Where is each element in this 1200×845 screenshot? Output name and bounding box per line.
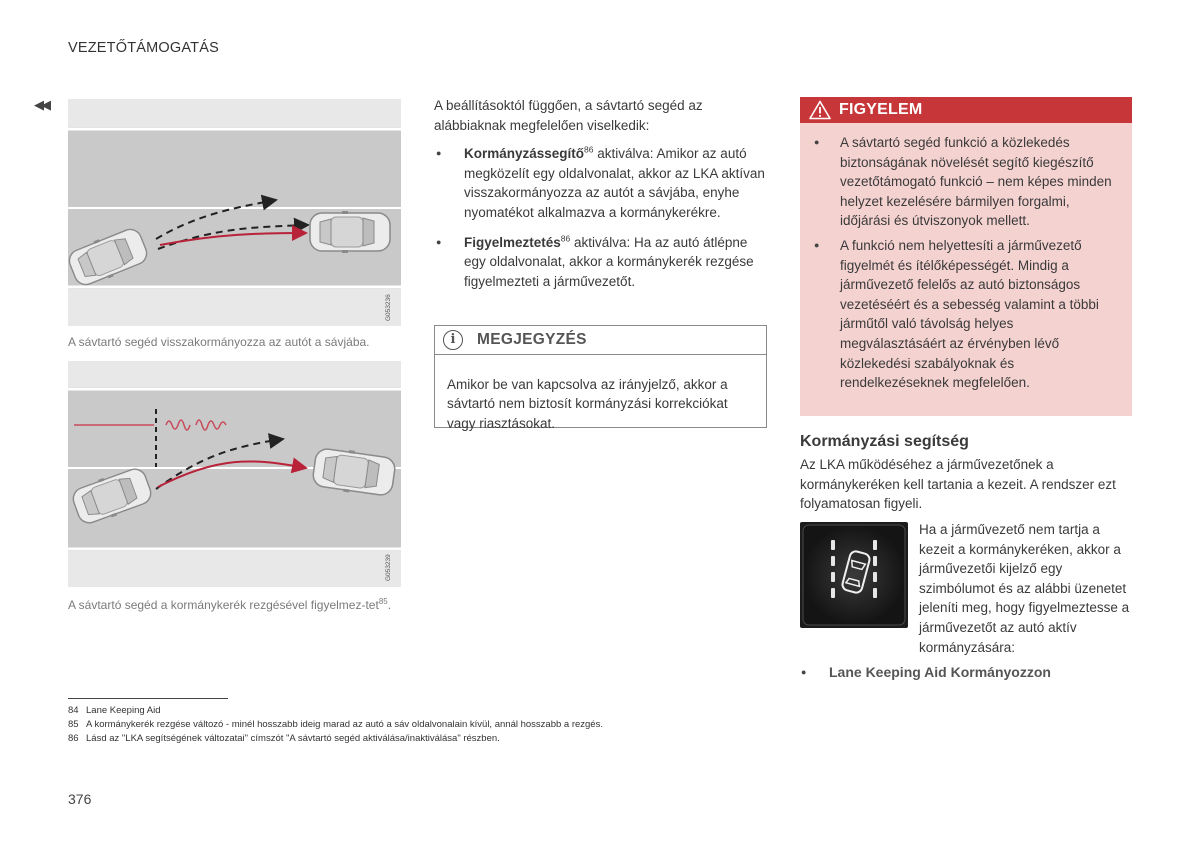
list-item: ● A funkció nem helyettesíti a járművezető figyelmét és ítélőképességét. Mindig a járművezető felelős az autó biztonságos vezetéséért és a sebesség valamint a többi járműtől való távolság helyes megválasztásáért az érvényben lévő közlekedési szabályoknak és rendelkezéseknek megfelelően. [810,236,1122,393]
warning-box [800,97,1132,416]
figure-code: G053239 [385,554,392,581]
figure2-caption: A sávtartó segéd a kormánykerék rezgésével figyelmez-tet$^{85}$. [68,597,392,612]
note-box [434,325,767,431]
lane-keeping-symbol-icon [800,522,908,628]
footnote: 84 Lane Keeping Aid [68,705,161,716]
warning-title: FIGYELEM [839,101,923,118]
list-item: ● A sávtartó segéd funkció a közlekedés biztonságának növelését segítő kiegészítő vezetőtámogató funkció – nem képes minden helyzet kezelésére bármilyen forgalmi, időjárási és útviszonyok mellett. [810,133,1122,231]
symbol-text: Ha a járművezető nem tartja a kezeit a kormánykeréken, akkor a járművezetői kijelző egy szimbólumot és az alábbi üzenetet jeleníti meg, hogy figyelmeztesse a járművezetőt az autó aktív kormányzására: [919,522,1130,655]
footnote-divider [68,698,228,699]
figure-code: G053236 [385,294,392,321]
page-number: 376 [68,791,92,807]
info-icon: i [443,330,463,350]
figure-lane-vibration [68,361,401,587]
lka-message: Lane Keeping Aid Kormányozzon [829,664,1051,680]
list-item: ● Kormányzássegítő$^{86}$ aktiválva: Amikor az autó megközelít egy oldalvonalat, akkor az LKA aktívan visszakormányozza az autót a sávjába, enyhe nyomatékot alkalmazva a kormánykerékre. [434,144,766,222]
footnotes [68,704,603,747]
section-title: Kormányzási segítség [800,433,969,450]
section-text: Az LKA működéséhez a járművezetőnek a kormánykeréken kell tartania a kezeit. A rendszer ezt folyamatosan figyeli. [800,457,1116,512]
warning-triangle-icon [809,100,831,120]
double-chevron-left-icon[interactable]: ◀◀ [34,97,48,112]
intro-text: A beállításoktól függően, a sávtartó segéd az alábbiaknak megfelelően viselkedik: [434,98,703,133]
section-header: VEZETŐTÁMOGATÁS [68,40,219,56]
figure-lane-correction [68,99,401,326]
list-item: ● Figyelmeztetés$^{86}$ aktiválva: Ha az autó átlépne egy oldalvonalat, akkor a kormánykerék rezgése figyelmezteti a járművezetőt. [434,233,766,292]
note-text: Amikor be van kapcsolva az irányjelző, akkor a sávtartó nem biztosít kormányzási korrekciókat vagy riasztásokat. [447,376,728,431]
footnote: 86 Lásd az "LKA segítségének változatai" címszót "A sávtartó segéd aktiválása/inaktiválása" részben. [68,733,500,745]
column-behavior [434,96,766,291]
figure1-caption: A sávtartó segéd visszakormányozza az autót a sávjába. [68,335,370,349]
footnote: 85 A kormánykerék rezgése változó - minél hosszabb ideig marad az autó a sáv oldalvonalain kívül, annál hosszabb a rezgés. [68,719,603,731]
note-title: MEGJEGYZÉS [477,331,587,348]
